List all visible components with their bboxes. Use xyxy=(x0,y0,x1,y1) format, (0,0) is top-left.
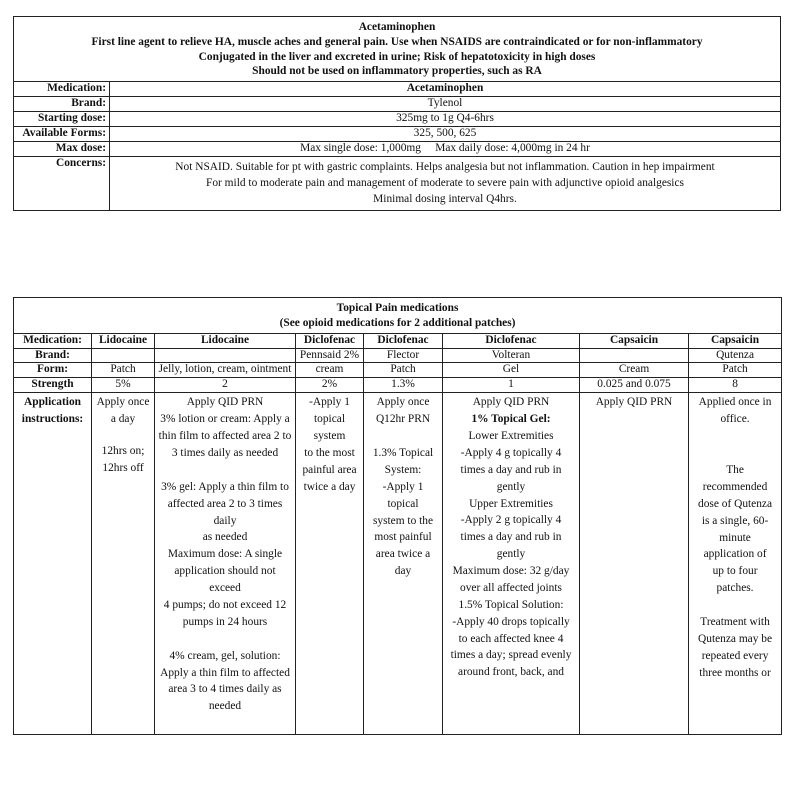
row-label: Strength xyxy=(14,378,92,393)
topical-row-brand xyxy=(14,348,782,363)
instructions-cell xyxy=(443,393,580,735)
instruction-line: over all affected joints xyxy=(460,581,562,594)
instruction-line: patches. xyxy=(716,582,754,595)
medication-cell: Lidocaine xyxy=(92,333,155,348)
instruction-line: 3 times daily as needed xyxy=(171,446,279,459)
instruction-line: twice a day xyxy=(303,480,356,493)
instructions-cell xyxy=(689,393,782,735)
instruction-line: area twice a day xyxy=(375,548,431,578)
spacer xyxy=(95,428,151,443)
acetaminophen-header-row xyxy=(14,17,781,82)
medication-value: Acetaminophen xyxy=(110,82,781,97)
instruction-line: as needed xyxy=(202,531,248,544)
instruction-line: -Apply 1 xyxy=(309,396,350,409)
instruction-line: Apply QID PRN xyxy=(595,396,673,409)
instructions-cell xyxy=(92,393,155,735)
instruction-line: repeated every xyxy=(701,649,769,662)
instruction-line: gently xyxy=(496,548,526,561)
topical-row-application xyxy=(14,393,782,735)
concerns-line: For mild to moderate pain and management of moderate to severe pain with adjunctive opioid analgesics xyxy=(206,177,684,190)
medication-cell: Lidocaine xyxy=(155,333,296,348)
instruction-line: -Apply 1 topical xyxy=(382,480,424,510)
instruction-line: recommended xyxy=(702,480,768,493)
instruction-line: 4% cream, gel, solution: xyxy=(169,649,281,662)
row-label: Brand: xyxy=(14,97,110,112)
instruction-line: thin film to affected area 2 to xyxy=(158,430,292,443)
row-label: Form: xyxy=(14,363,92,378)
brand-cell: Qutenza xyxy=(689,348,782,363)
topical-header xyxy=(14,298,782,334)
medication-cell: Capsaicin xyxy=(689,333,782,348)
max-dose-value: Max single dose: 1,000mg Max daily dose: 4,000mg in 24 hr xyxy=(110,141,781,156)
instruction-line: needed xyxy=(208,700,242,713)
instruction-line: Apply QID PRN xyxy=(472,396,550,409)
medication-cell: Diclofenac xyxy=(364,333,443,348)
instruction-line: Apply once xyxy=(96,396,150,409)
instruction-line: 3% lotion or cream: Apply a xyxy=(160,413,290,426)
row-label: Max dose: xyxy=(14,141,110,156)
row-label: Brand: xyxy=(14,348,92,363)
spacer xyxy=(692,428,778,462)
instruction-line: Lower Extremities xyxy=(468,430,554,443)
spacer xyxy=(692,597,778,614)
instruction-line: Maximum dose: 32 g/day xyxy=(452,565,570,578)
strength-cell: 5% xyxy=(92,378,155,393)
instruction-line: 4 pumps; do not exceed 12 xyxy=(163,598,287,611)
form-cell: Cream xyxy=(580,363,689,378)
form-cell: Patch xyxy=(92,363,155,378)
acetaminophen-row-max-dose xyxy=(14,141,781,156)
strength-cell: 2% xyxy=(296,378,364,393)
acetaminophen-row-medication xyxy=(14,82,781,97)
row-label xyxy=(14,393,92,735)
concerns-line: Minimal dosing interval Q4hrs. xyxy=(373,193,517,206)
form-cell: Gel xyxy=(443,363,580,378)
instruction-line: around front, back, and xyxy=(458,666,564,679)
instruction-line: 12hrs on; xyxy=(101,445,145,458)
instruction-line: -Apply 2 g topically 4 xyxy=(460,514,562,527)
topical-row-strength xyxy=(14,378,782,393)
instruction-line: Apply a thin film to affected xyxy=(160,666,290,679)
acetaminophen-row-concerns xyxy=(14,156,781,211)
acetaminophen-intro-line: Should not be used on inflammatory properties, such as RA xyxy=(252,65,542,78)
instruction-line: -Apply 40 drops topically xyxy=(452,615,570,628)
instruction-line: three months or xyxy=(699,666,771,679)
row-label: Concerns: xyxy=(14,156,110,211)
instruction-line: application of xyxy=(703,548,767,561)
instruction-line: Qutenza may be xyxy=(698,632,773,645)
instruction-line: Apply QID PRN xyxy=(186,396,264,409)
instruction-line: times a day; spread evenly xyxy=(450,649,572,662)
instructions-cell xyxy=(296,393,364,735)
instruction-line: The xyxy=(726,464,744,477)
acetaminophen-table xyxy=(13,16,781,211)
instruction-line: up to four xyxy=(712,565,758,578)
instruction-line: 12hrs off xyxy=(102,461,144,474)
instructions-cell xyxy=(364,393,443,735)
instruction-line: Upper Extremities xyxy=(469,497,553,510)
application-label-line: Application xyxy=(24,396,81,409)
topical-title: Topical Pain medications xyxy=(336,302,459,314)
topical-row-medication xyxy=(14,333,782,348)
instruction-line: office. xyxy=(720,413,750,426)
acetaminophen-intro-line: Conjugated in the liver and excreted in urine; Risk of hepatotoxicity in high doses xyxy=(198,50,596,63)
instruction-line: 1.3% Topical xyxy=(372,447,434,460)
medication-cell: Diclofenac xyxy=(443,333,580,348)
spacer xyxy=(367,428,439,445)
acetaminophen-intro-line: First line agent to relieve HA, muscle aches and general pain. Use when NSAIDS are contraindicated or for non-inflammatory xyxy=(91,35,703,48)
row-label: Starting dose: xyxy=(14,112,110,127)
instruction-line: Maximum dose: A single xyxy=(167,548,283,561)
instruction-line: topical system xyxy=(313,413,346,443)
starting-dose-value: 325mg to 1g Q4-6hrs xyxy=(110,112,781,127)
instruction-line: times a day and rub in xyxy=(460,463,562,476)
row-label: Medication: xyxy=(14,333,92,348)
brand-cell xyxy=(155,348,296,363)
row-label: Available Forms: xyxy=(14,127,110,142)
instructions-cell xyxy=(155,393,296,735)
medication-cell: Capsaicin xyxy=(580,333,689,348)
spacer xyxy=(158,462,292,479)
instruction-line: affected area 2 to 3 times daily xyxy=(167,497,283,527)
acetaminophen-title: Acetaminophen xyxy=(358,21,436,33)
instruction-line: is a single, 60- xyxy=(701,514,769,527)
instructions-cell xyxy=(580,393,689,735)
form-cell: cream xyxy=(296,363,364,378)
instruction-line: gently xyxy=(496,480,526,493)
instruction-line: -Apply 4 g topically 4 xyxy=(460,446,562,459)
forms-value: 325, 500, 625 xyxy=(110,127,781,142)
acetaminophen-row-starting-dose xyxy=(14,112,781,127)
form-cell: Patch xyxy=(364,363,443,378)
instruction-line: System: xyxy=(384,463,422,476)
concerns-value xyxy=(110,156,781,211)
instruction-line: pumps in 24 hours xyxy=(182,615,268,628)
spacer xyxy=(158,631,292,648)
brand-cell: Pennsaid 2% xyxy=(296,348,364,363)
instruction-line: application should not exceed xyxy=(174,565,276,595)
acetaminophen-row-forms xyxy=(14,127,781,142)
topical-subtitle: (See opioid medications for 2 additional patches) xyxy=(279,316,516,329)
instruction-line: Apply once xyxy=(376,396,430,409)
instruction-line: system to the xyxy=(372,514,434,527)
brand-cell: Flector xyxy=(364,348,443,363)
concerns-line: Not NSAID. Suitable for pt with gastric complaints. Helps analgesia but not inflammation. Caution in hep impairment xyxy=(175,160,715,173)
brand-value: Tylenol xyxy=(110,97,781,112)
topical-header-row xyxy=(14,298,782,334)
strength-cell: 1 xyxy=(443,378,580,393)
instruction-line: 3% gel: Apply a thin film to xyxy=(161,480,289,493)
instruction-line: area 3 to 4 times daily as xyxy=(168,683,282,696)
form-cell: Patch xyxy=(689,363,782,378)
instruction-line: to the most xyxy=(304,446,355,459)
instruction-line: Q12hr PRN xyxy=(375,413,431,426)
brand-cell: Volteran xyxy=(443,348,580,363)
instruction-line: dose of Qutenza xyxy=(698,497,773,510)
instruction-line: times a day and rub in xyxy=(460,531,562,544)
acetaminophen-row-brand xyxy=(14,97,781,112)
instruction-line: most painful xyxy=(374,531,432,544)
instruction-line: 1.5% Topical Solution: xyxy=(458,598,564,611)
instruction-heading: 1% Topical Gel: xyxy=(471,413,551,426)
strength-cell: 0.025 and 0.075 xyxy=(580,378,689,393)
row-label: Medication: xyxy=(14,82,110,97)
topical-row-form xyxy=(14,363,782,378)
form-cell: Jelly, lotion, cream, ointment xyxy=(155,363,296,378)
instruction-line: Treatment with xyxy=(700,616,770,629)
instruction-line: minute xyxy=(719,531,751,544)
instruction-line: to each affected knee 4 xyxy=(458,632,564,645)
application-label-line: instructions: xyxy=(21,413,84,426)
instruction-line: a day xyxy=(110,413,136,426)
instruction-line: Applied once in xyxy=(698,396,772,409)
brand-cell xyxy=(580,348,689,363)
brand-cell xyxy=(92,348,155,363)
topical-pain-table xyxy=(13,297,782,735)
medication-cell: Diclofenac xyxy=(296,333,364,348)
strength-cell: 1.3% xyxy=(364,378,443,393)
instruction-line: painful area xyxy=(302,463,357,476)
acetaminophen-header xyxy=(14,17,781,82)
strength-cell: 2 xyxy=(155,378,296,393)
strength-cell: 8 xyxy=(689,378,782,393)
